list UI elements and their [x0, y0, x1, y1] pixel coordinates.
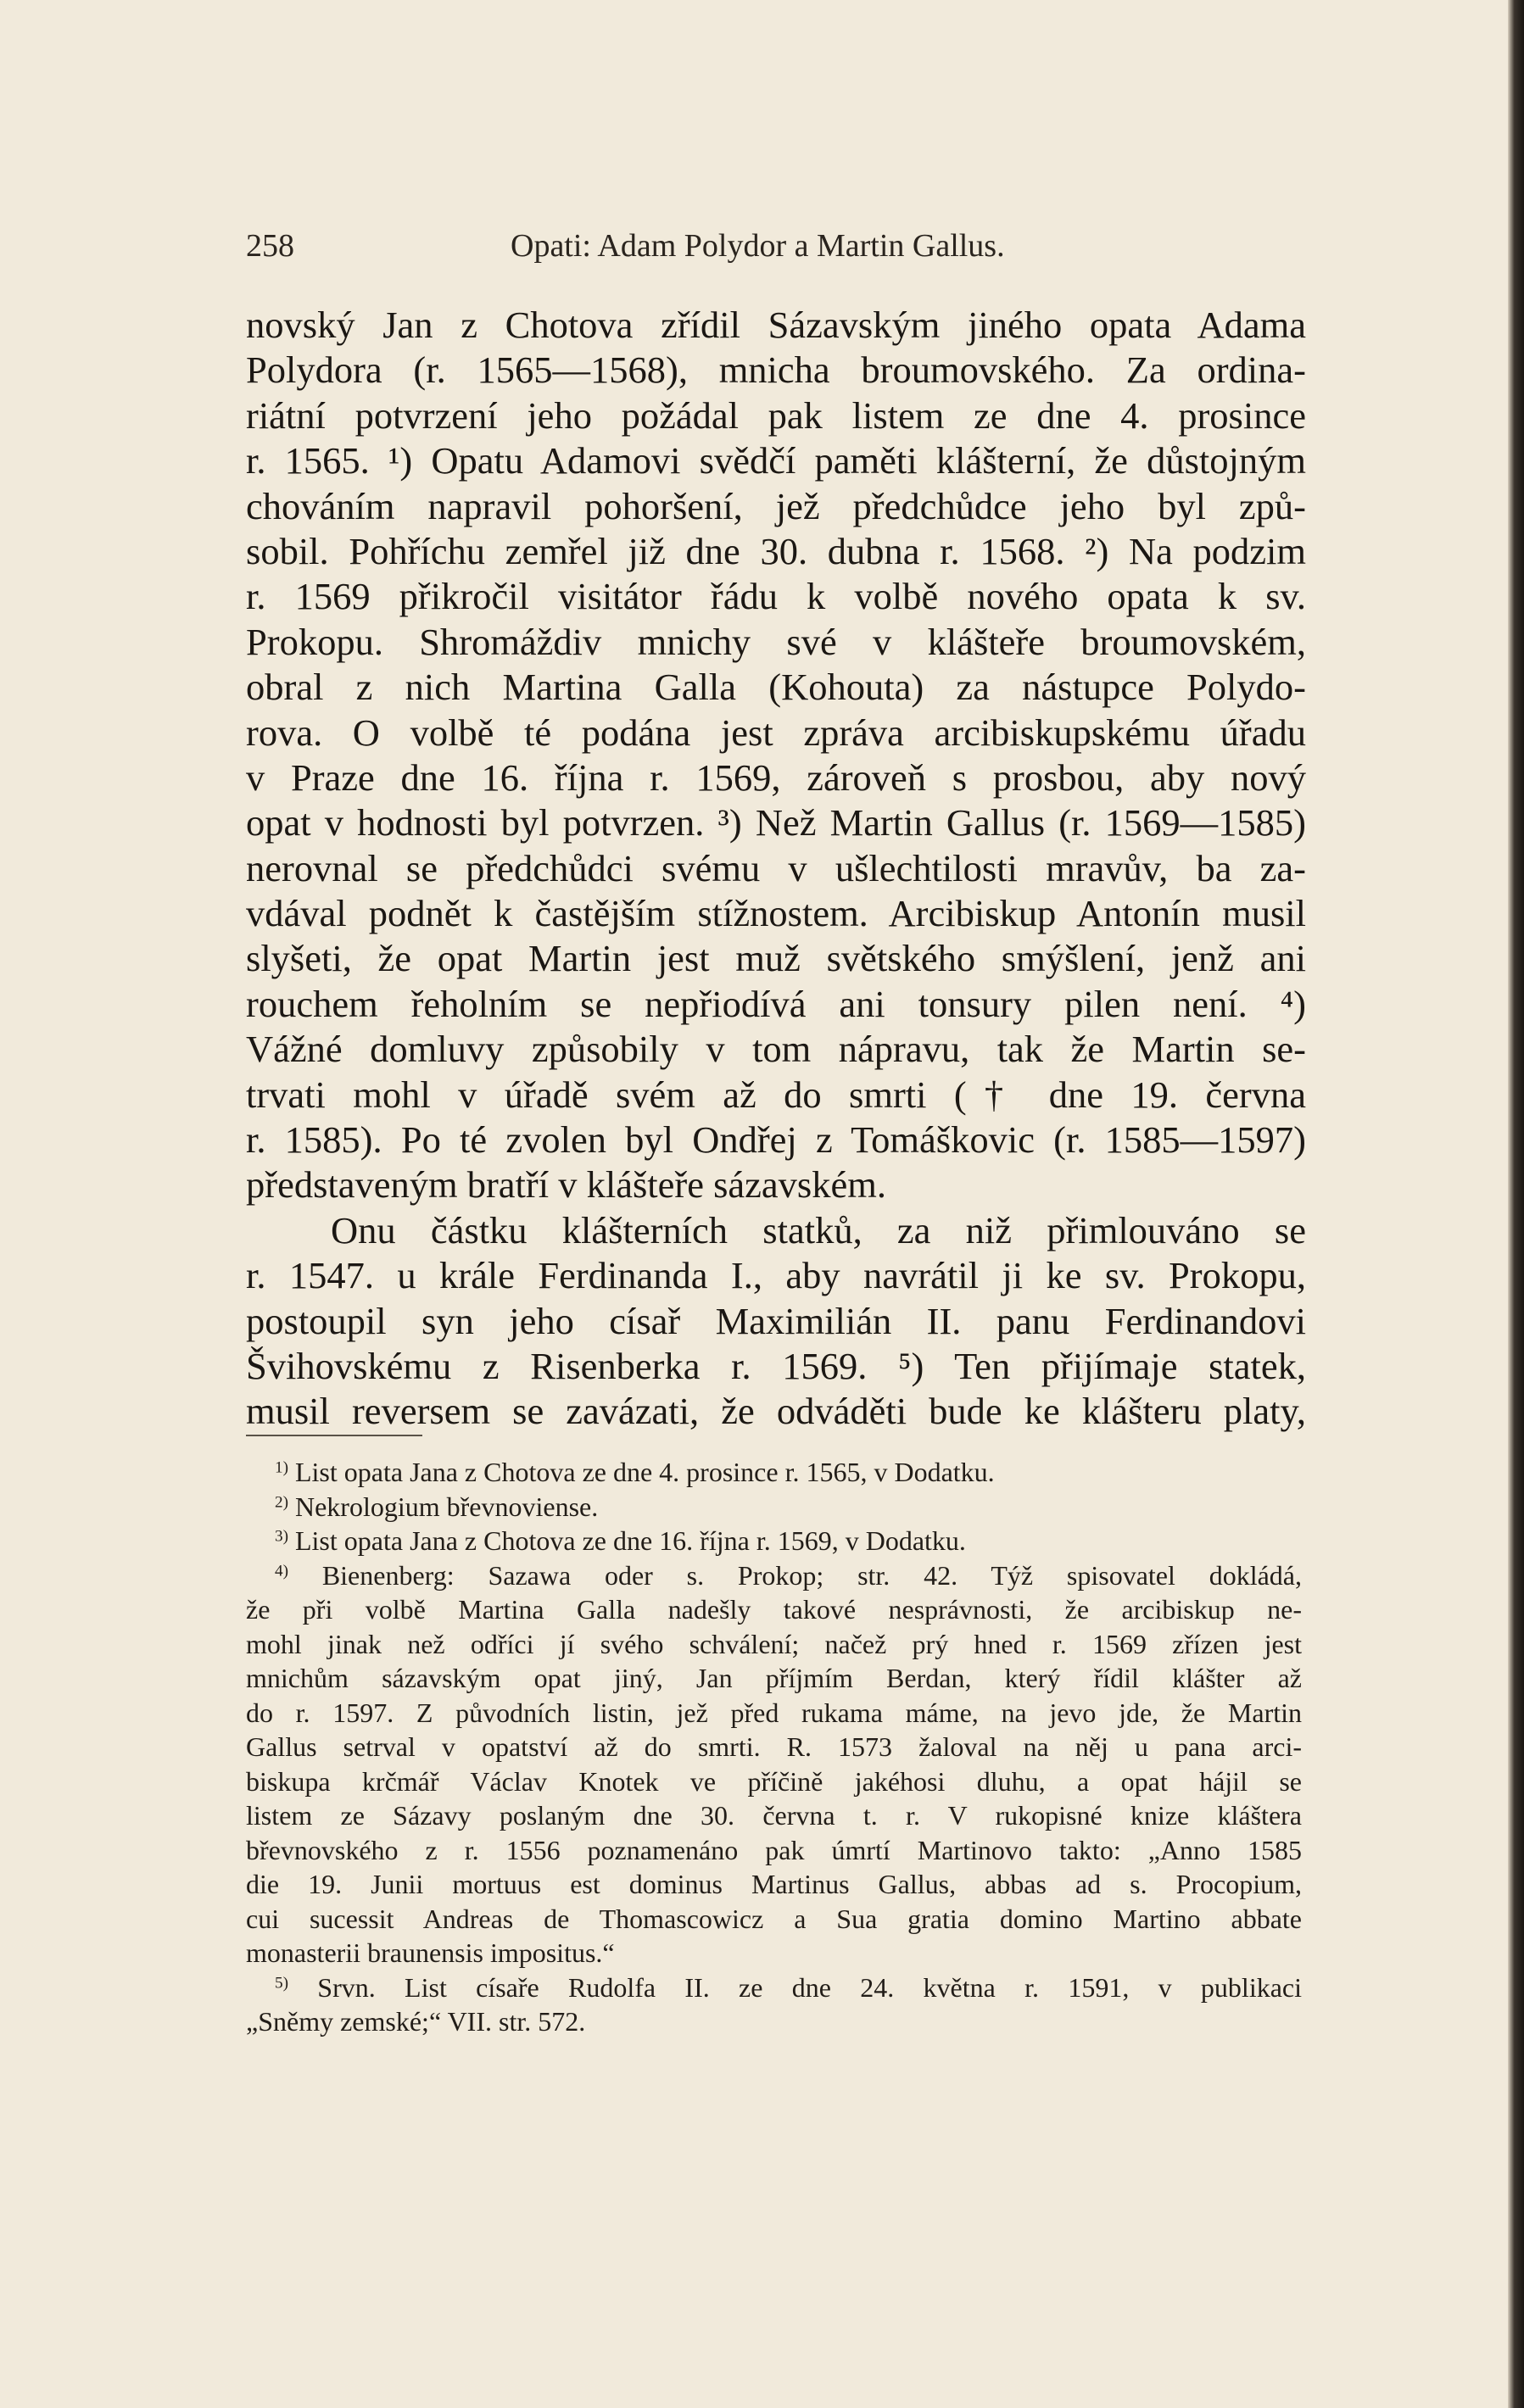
text-line: r. 1569 přikročil visitátor řádu k volbě nového opata k sv.: [246, 575, 1306, 618]
text-line: Švihovskému z Risenberka r. 1569. ⁵) Ten přijímaje statek,: [246, 1344, 1306, 1387]
footnote-marker: 1): [275, 1458, 288, 1477]
text-line: rova. O volbě té podána jest zpráva arcibiskupskému úřadu: [246, 711, 1306, 754]
footnote-line: že při volbě Martina Galla nadešly takové nesprávnosti, že arcibiskup ne-: [246, 1594, 1302, 1625]
footnote-line: listem ze Sázavy poslaným dne 30. června t. r. V rukopisné knize kláštera: [246, 1800, 1302, 1831]
footnote-4: [246, 1558, 1302, 1970]
text-line: Vážné domluvy způsobily v tom nápravu, tak že Martin se-: [246, 1028, 1306, 1071]
footnote-divider: [246, 1435, 422, 1436]
footnote-line: mnichům sázavským opat jiný, Jan příjmím Berdan, který řídil klášter až: [246, 1663, 1302, 1693]
text-line: opat v hodnosti byl potvrzen. ³) Než Martin Gallus (r. 1569—1585): [246, 801, 1306, 844]
text-line: r. 1565. ¹) Opatu Adamovi svědčí paměti klášterní, že důstojným: [246, 439, 1306, 482]
footnote-marker: 4): [275, 1561, 288, 1580]
text-line: novský Jan z Chotova zřídil Sázavským jiného opata Adama: [246, 304, 1306, 346]
footnote-1: [246, 1455, 1302, 1490]
running-header: [246, 227, 1306, 270]
text-line: slyšeti, že opat Martin jest muž světského smýšlení, jenž ani: [246, 937, 1306, 980]
running-title: Opati: Adam Polydor a Martin Gallus.: [511, 228, 1005, 264]
footnote-line: cui sucessit Andreas de Thomascowicz a Sua gratia domino Martino abbate: [246, 1903, 1302, 1934]
footnote-marker: 3): [275, 1527, 288, 1546]
footnote-text: Nekrologium břevnoviense.: [294, 1491, 599, 1522]
text-line: Polydora (r. 1565—1568), mnicha broumovského. Za ordina-: [246, 348, 1306, 392]
text-line: riátní potvrzení jeho požádal pak listem ze dne 4. prosince: [246, 393, 1306, 437]
footnote-line: Gallus setrval v opatství až do smrti. R. 1573 žaloval na něj u pana arci-: [246, 1731, 1302, 1762]
text-line: Onu částku klášterních statků, za niž přimlouváno se: [331, 1208, 1306, 1251]
footnote-text: Srvn. List císaře Rudolfa II. ze dne 24. května r. 1591, v publikaci: [317, 1971, 1303, 2003]
footnote-line: biskupa krčmář Václav Knotek ve příčině jakéhosi dluhu, a opat hájil se: [246, 1765, 1302, 1797]
text-line: r. 1585). Po té zvolen byl Ondřej z Tomáškovic (r. 1585—1597): [246, 1118, 1306, 1162]
footnotes: [246, 1455, 1302, 2039]
footnote-line: monasterii braunensis impositus.“: [246, 1937, 615, 1968]
page-number: 258: [246, 228, 294, 264]
footnote-text: List opata Jana z Chotova ze dne 4. prosince r. 1565, v Dodatku.: [294, 1457, 995, 1487]
text-line: nerovnal se předchůdci svému v ušlechtilosti mravův, ba za-: [246, 846, 1306, 889]
footnote-line: die 19. Junii mortuus est dominus Martinus Gallus, abbas ad s. Procopium,: [246, 1869, 1302, 1899]
footnote-text: List opata Jana z Chotova ze dne 16. října r. 1569, v Dodatku.: [294, 1525, 966, 1556]
footnote-line: břevnovského z r. 1556 poznamenáno pak úmrtí Martinovo takto: „Anno 1585: [246, 1834, 1302, 1865]
text-line: rouchem řeholním se nepřiodívá ani tonsury pilen není. ⁴): [246, 982, 1306, 1025]
footnote-marker: 2): [275, 1492, 288, 1511]
text-line: Prokopu. Shromáždiv mnichy své v klášteře broumovském,: [246, 620, 1306, 663]
text-line: vdával podnět k častějším stížnostem. Arcibiskup Antonín musil: [246, 892, 1306, 935]
footnote-line: do r. 1597. Z původních listin, jež před rukama máme, na jevo jde, že Martin: [246, 1697, 1302, 1728]
footnote-line: mohl jinak než odříci jí svého schválení; načež prý hned r. 1569 zřízen jest: [246, 1628, 1302, 1659]
text-line: trvati mohl v úřadě svém až do smrti († dne 19. června: [246, 1073, 1306, 1116]
book-edge-shadow: [1508, 0, 1524, 2408]
text-line: postoupil syn jeho císař Maximilián II. panu Ferdinandovi: [246, 1299, 1306, 1342]
text-line: sobil. Pohříchu zemřel již dne 30. dubna r. 1568. ²) Na podzim: [246, 529, 1306, 572]
footnote-2: [246, 1490, 1302, 1525]
footnote-text: Bienenberg: Sazawa oder s. Prokop; str. 42. Týž spisovatel dokládá,: [321, 1559, 1303, 1591]
footnote-5: [246, 1970, 1302, 2039]
footnote-marker: 5): [275, 1973, 288, 1992]
text-line: představeným bratří v klášteře sázavském.: [246, 1163, 886, 1207]
text-line: obral z nich Martina Galla (Kohouta) za nástupce Polydo-: [246, 666, 1306, 709]
text-line: r. 1547. u krále Ferdinanda I., aby navrátil ji ke sv. Prokopu,: [246, 1254, 1306, 1297]
footnote-3: [246, 1524, 1302, 1558]
text-line: chováním napravil pohoršení, jež předchůdce jeho byl způ-: [246, 484, 1306, 527]
text-line: v Praze dne 16. října r. 1569, zároveň s prosbou, aby nový: [246, 755, 1306, 799]
footnote-line: „Sněmy zemské;“ VII. str. 572.: [246, 2006, 586, 2037]
main-text: [246, 303, 1306, 1435]
text-line: musil reversem se zavázati, že odváděti bude ke klášteru platy,: [246, 1390, 1306, 1433]
